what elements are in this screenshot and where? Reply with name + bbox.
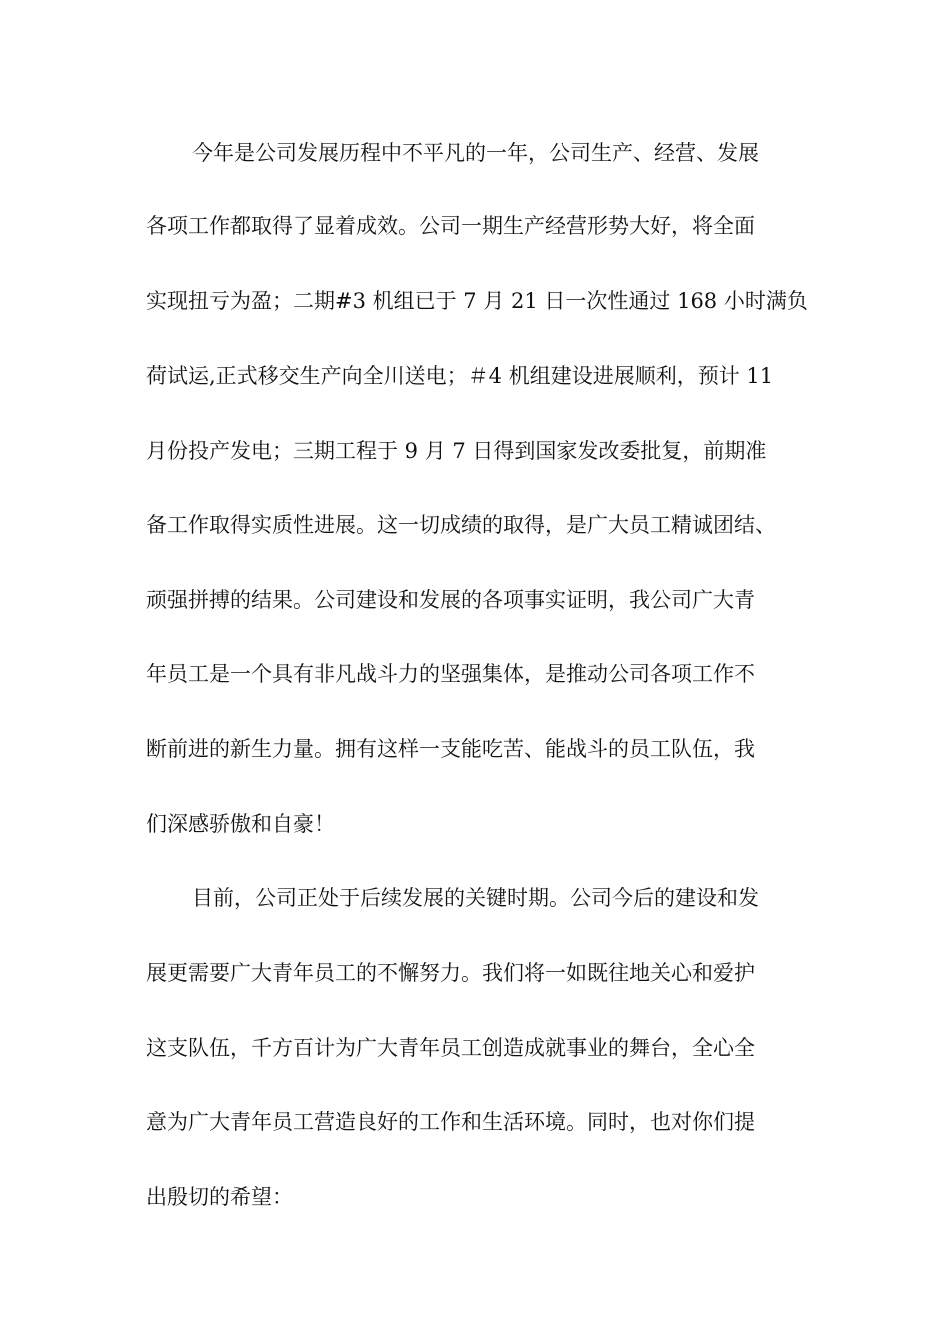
- paragraph-1-line-7: 顽强拼搏的结果。公司建设和发展的各项事实证明，我公司广大青: [146, 588, 755, 612]
- paragraph-1-line-4: 荷试运,正式移交生产向全川送电；＃4 机组建设进展顺利，预计 11: [146, 364, 774, 388]
- paragraph-1-line-10: 们深感骄傲和自豪！: [146, 812, 335, 836]
- paragraph-1-line-3: 实现扭亏为盈；二期#3 机组已于 7 月 21 日一次性通过 168 小时满负: [146, 289, 808, 313]
- paragraph-1-line-6: 备工作取得实质性进展。这一切成绩的取得，是广大员工精诚团结、: [146, 513, 776, 537]
- paragraph-1-line-9: 断前进的新生力量。拥有这样一支能吃苦、能战斗的员工队伍，我: [146, 737, 755, 761]
- paragraph-2-line-5: 出殷切的希望：: [146, 1185, 293, 1209]
- paragraph-1-line-5: 月份投产发电；三期工程于 9 月 7 日得到国家发改委批复，前期准: [146, 439, 767, 463]
- paragraph-1-line-1: 今年是公司发展历程中不平凡的一年，公司生产、经营、发展: [192, 141, 759, 165]
- paragraph-2-line-1: 目前，公司正处于后续发展的关键时期。公司今后的建设和发: [192, 886, 759, 910]
- paragraph-2-line-4: 意为广大青年员工营造良好的工作和生活环境。同时，也对你们提: [146, 1110, 755, 1134]
- paragraph-2-line-2: 展更需要广大青年员工的不懈努力。我们将一如既往地关心和爱护: [146, 961, 755, 985]
- paragraph-2-line-3: 这支队伍，千方百计为广大青年员工创造成就事业的舞台，全心全: [146, 1036, 755, 1060]
- paragraph-1-line-8: 年员工是一个具有非凡战斗力的坚强集体，是推动公司各项工作不: [146, 662, 755, 686]
- paragraph-1-line-2: 各项工作都取得了显着成效。公司一期生产经营形势大好，将全面: [146, 214, 755, 238]
